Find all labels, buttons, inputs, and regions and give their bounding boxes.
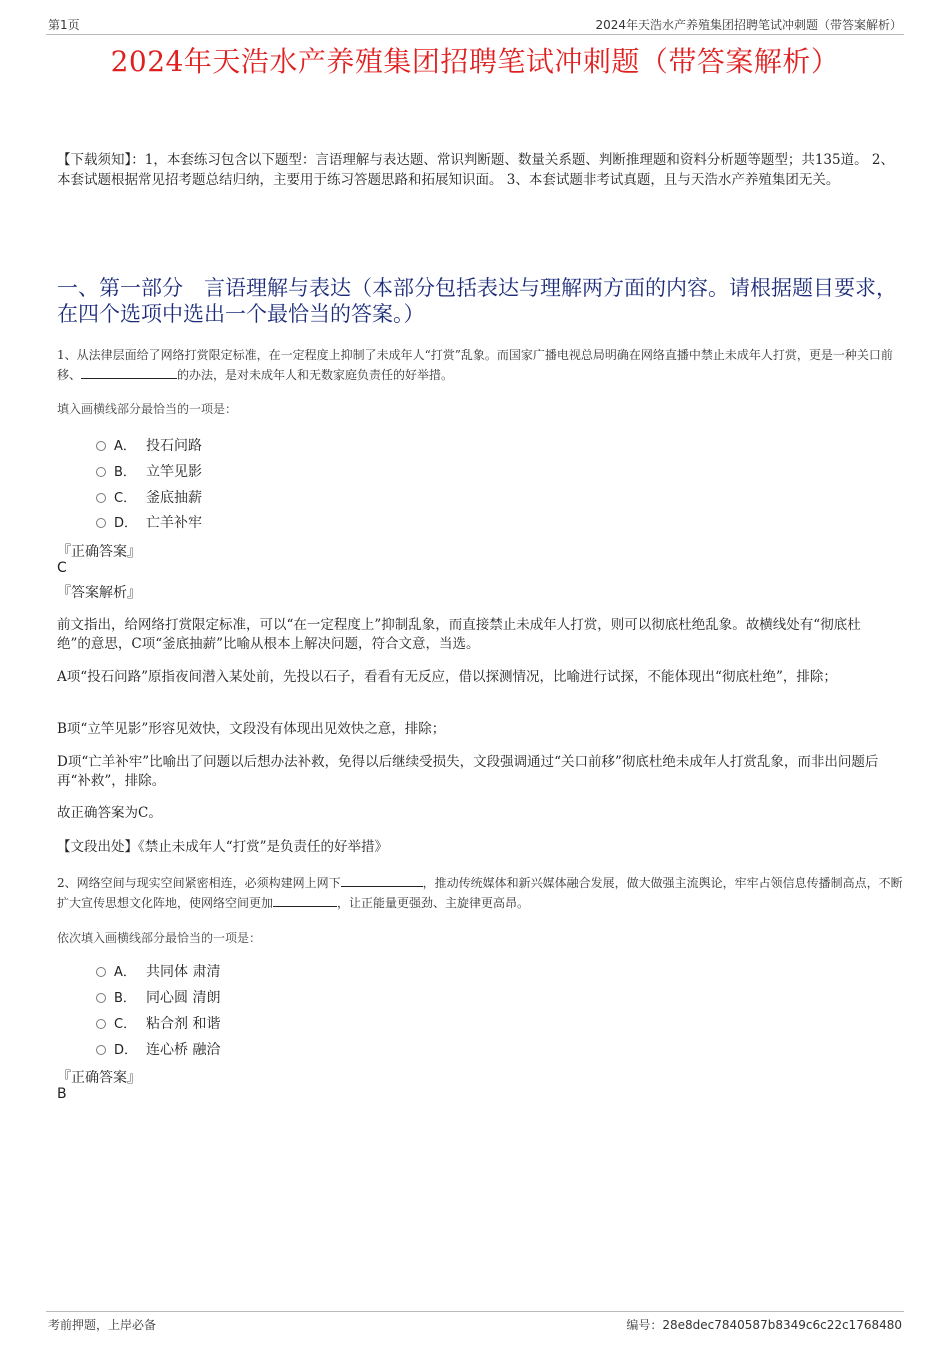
question-1-text-part-b: 的办法，是对未成年人和无数家庭负责任的好举措。	[177, 368, 454, 382]
question-1-prompt: 填入画横线部分最恰当的一项是：	[57, 402, 238, 416]
radio-icon[interactable]	[96, 441, 106, 451]
section-heading: 一、第一部分 言语理解与表达（本部分包括表达与理解两方面的内容。请根据题目要求，在四个选项中选出一个最恰当的答案。）	[57, 276, 897, 326]
question-1-answer-label: 『正确答案』	[57, 544, 141, 560]
page-header	[46, 14, 904, 35]
radio-icon[interactable]	[96, 993, 106, 1003]
radio-icon[interactable]	[96, 967, 106, 977]
radio-icon[interactable]	[96, 518, 106, 528]
question-2-text-part-a: 2、网络空间与现实空间紧密相连，必须构建网上网下	[57, 876, 341, 890]
radio-icon[interactable]	[96, 493, 106, 503]
footer-code: 编号：28e8dec7840587b8349c6c22c1768480	[626, 1318, 902, 1332]
question-2-blank-2	[273, 894, 337, 907]
question-1-blank	[81, 366, 177, 379]
question-1-option-d[interactable]: D． 亡羊补牢	[96, 513, 202, 533]
question-2-option-b[interactable]: B． 同心圆 清朗	[96, 988, 220, 1008]
document-title: 2024年天浩水产养殖集团招聘笔试冲刺题（带答案解析）	[110, 45, 840, 78]
question-2-blank-1	[341, 874, 423, 887]
question-2-prompt: 依次填入画横线部分最恰当的一项是：	[57, 931, 262, 945]
radio-icon[interactable]	[96, 1045, 106, 1055]
question-2-option-c[interactable]: C． 粘合剂 和谐	[96, 1014, 220, 1034]
question-2-answer-label: 『正确答案』	[57, 1070, 141, 1086]
question-2-option-a[interactable]: A． 共同体 肃清	[96, 962, 220, 982]
question-1-text-part-a: 1、从法律层面给了网络打赏限定标准，在一定程度上抑制了未成年人“打赏”乱象。而国家广播电视总局明确在网络直播中禁止未成年人打赏，更是一种关口前移、	[57, 348, 893, 382]
analysis-paragraph: B项“立竿见影”形容见效快，文段没有体现出见效快之意，排除；	[57, 721, 446, 737]
analysis-paragraph: 故正确答案为C。	[57, 805, 162, 821]
radio-icon[interactable]	[96, 467, 106, 477]
source-citation: 【文段出处】《禁止未成年人“打赏”是负责任的好举措》	[57, 839, 389, 855]
analysis-paragraph: D项“亡羊补牢”比喻出了问题以后想办法补救，免得以后继续受损失，文段强调通过“关口前移”彻底杜绝未成年人打赏乱象，而非出问题后再“补救”，排除。	[57, 754, 879, 789]
page-number: 第1页	[48, 18, 80, 32]
page-footer	[46, 1311, 904, 1332]
question-2-text-part-b: ，推动传统媒体和新兴媒体融合发展，做大做强主流舆论，牢牢占领信息传播制高点，不断扩大宣传思想文化阵地，使网络空间更加	[57, 876, 903, 910]
question-1-option-c[interactable]: C． 釜底抽薪	[96, 488, 202, 508]
download-notice: 【下载须知】：1，本套练习包含以下题型：言语理解与表达题、常识判断题、数量关系题、判断推理题和资料分析题等题型；共135道。 2、本套试题根据常见招考题总结归纳，主要用于练习答题思路和拓展知识面。 3、本套试题非考试真题，且与天浩水产养殖集团无关。	[57, 152, 894, 188]
question-1-option-a[interactable]: A． 投石问路	[96, 436, 202, 456]
radio-icon[interactable]	[96, 1019, 106, 1029]
footer-slogan: 考前押题，上岸必备	[48, 1318, 157, 1332]
analysis-paragraph: 前文指出，给网络打赏限定标准，可以“在一定程度上”抑制乱象，而直接禁止未成年人打赏，则可以彻底杜绝乱象。故横线处有“彻底杜绝”的意思，C项“釜底抽薪”比喻从根本上解决问题，符合文意，当选。	[57, 617, 861, 652]
question-1-text	[57, 345, 907, 385]
question-1-analysis-label: 『答案解析』	[57, 585, 141, 601]
question-2-answer: B	[57, 1086, 67, 1102]
question-2-text	[57, 873, 907, 913]
header-doc-title: 2024年天浩水产养殖集团招聘笔试冲刺题（带答案解析）	[595, 18, 902, 32]
analysis-paragraph: A项“投石问路”原指夜间潜入某处前，先投以石子，看看有无反应，借以探测情况，比喻进行试探，不能体现出“彻底杜绝”，排除；	[57, 669, 837, 685]
question-1-option-b[interactable]: B． 立竿见影	[96, 462, 202, 482]
question-2-option-d[interactable]: D． 连心桥 融洽	[96, 1040, 220, 1060]
question-2-text-part-c: ，让正能量更强劲、主旋律更高昂。	[337, 896, 530, 910]
question-1-answer: C	[57, 560, 67, 576]
